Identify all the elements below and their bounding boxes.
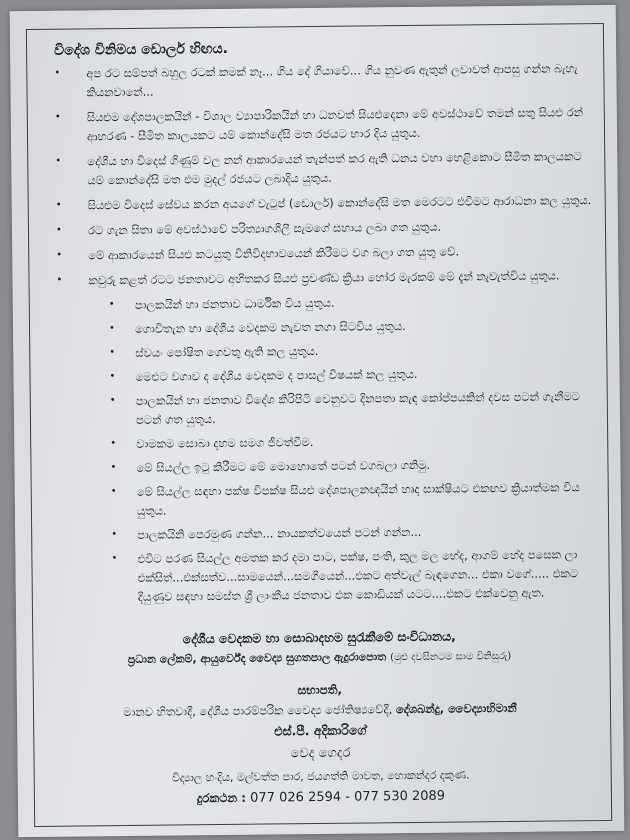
sub-list-item [15,478,599,522]
chair-titles-bold: දේශබන්දු, වෛද්‍යාභිමානී [395,700,517,717]
list-item-text: දේශීය හා විදෙස් ගිණුම් වල නන් ආකාරයෙන් තැන්පත් කර ඇති ධනය වහා හෙළිකොට සීමිත කාලයකට යම් කොන්දේසි මත එම මුදල් රජයට ලබාදිය යුතුය. [87,149,582,188]
list-item-text: ගොවිතැන හා දේශීය වෙදකම නැවත නගා සිටවිය යුතුය. [134,319,406,336]
list-item-text: පාලකයින් හා ජනතාව විදේශ කිරිපිටි වෙනුවට දිනපතා කැඳ කෝප්පයකින් දවස පටන් ගැනීමට පටන් ගත යුතුය. [135,389,580,427]
bullet-icon: • [111,553,118,565]
sub-list-item [13,291,597,316]
bullet-icon: • [110,462,117,474]
sub-list-item [13,363,597,388]
bullet-icon: • [110,438,117,450]
list-item-text: මේ සියල්ල ඉටු කිරීමට මේ මොහොතේ පටන් වගබලා ගනිමු. [136,457,431,475]
bullet-icon: • [108,299,115,311]
bullet-icon: • [109,347,116,359]
organization-name: දේශීය වෙදකම හා සොබාදහම සුරැකීමේ සංවිධානය, [182,628,456,647]
list-item [11,103,595,147]
bullet-icon: • [55,224,62,236]
bullet-icon: • [54,111,61,123]
bullet-icon: • [108,323,115,335]
list-item-text: මේ ආකාරයෙන් සියළු කටයුතු විනිවිදභාවයෙන් කිරීමට වග බලා ගත යුතු වේ. [88,244,460,263]
list-item [12,266,596,291]
bullet-icon: • [111,529,118,541]
list-item-text: පාලකයිනි පෙරමුණ ගන්න... නායකත්වයෙන් පටන් ගන්න... [137,524,422,542]
sub-list-item [15,521,599,546]
address: විද්‍යාල හංදිය, මල්වත්ත පාර, ජයගත්ති මාවත, හොකන්දර දකුණ. [171,768,470,785]
chair-label: සභාපති, [297,682,343,698]
secretary-note: (මුළු දවසිනටම සාම විනිසුරු) [389,650,512,664]
list-item-text: එවිට පරණ සියල්ල අමතක කර දමා පාට, පක්ෂ, පංති, කුල මල භේද, ආගම් භේද පසෙක ලා එක්සිත්...එක්සත්ව...සාමයෙන්...සමගියෙන්...එකට අත්වැල් බැඳගෙන... එකා වගේ..... එකට දියුණුව සඳහා සමස්ත ශ්‍රී ලාංකීය ජනතාව එක කොඩියක් යටට....එකට එක්වෙනු ඇත. [137,547,579,604]
list-item-text: සියළුම දේශපාලකයින් - විශාල ව්‍යාපාරිකයින් හා ධනවත් සියළුදෙනා මේ අවස්ථාවේ තමන් සතු සියළු රන් ආභරණ - සීමිත කාලයකට යම් කොන්දේසි මත රජයට භාර දිය යුතුය. [86,105,584,144]
bullet-icon: • [56,249,63,261]
chair-titles-plain: මානව හිතවාදී, දේශීය පාරම්පරික වෛද්‍ය ජෝතිෂ්‍යවේදී, [123,702,393,720]
page-title: විදේශ විනිමය ඩොලර් හිඟය. [54,40,229,59]
sub-list-item [13,315,597,340]
list-item-text: මේ සියල්ල සඳහා පක්ෂ විපක්ෂ සියළු දේශපාලනඥයින් හෘද සාක්ෂියට එකඟව ක්‍රියාත්මක විය යුතුය. [136,480,580,518]
sub-list-item [13,339,597,364]
bullet-icon: • [109,395,116,407]
leaflet-sheet [10,5,625,837]
list-item-text: රට ගැන සිතා මේ අවස්ථාවේ පරිත්‍යාගශීලී සැමගේ සහාය ලබා ගත යුතුය. [87,219,442,238]
list-item [11,147,595,191]
sub-list-item [14,454,598,479]
list-item-text: ස්වයං පෝෂිත ගෙවතු ඇති කල යුතුය. [135,343,319,360]
bullet-icon: • [110,486,117,498]
chair-name: එස්.පී. අදිකාරිගේ [274,722,367,739]
sub-list-item [14,387,598,431]
list-item [12,216,596,241]
list-item-text: පාලකයින් හා ජනතාව ධාර්මික විය යුතුය. [134,295,335,312]
sub-list-item [14,430,598,455]
bullet-icon: • [109,371,116,383]
bullet-icon: • [54,67,61,79]
bullet-icon: • [55,199,62,211]
bullet-icon: • [55,155,62,167]
bullet-list [10,59,622,613]
phone-numbers: 077 026 2594 - 077 530 2089 [250,788,446,806]
list-item-text: සියළුම විදෙස් සේවය කරන අයගේ වැටුප් (ඩොලර්) කොන්දේසි මත මෙරටට එවීමට ආරාධනා කල යුතුය. [87,193,592,213]
list-item [12,191,596,216]
list-item-text: මෙළුට වගාව ද දේශීය වෙදකම ද පාසල් විෂයක් කල යුතුය. [135,366,418,384]
place-name: වෙද ගෙදර [290,745,351,762]
list-item-text: වාමකම සොබා දහම සමග ජීවත්වීම. [136,435,314,451]
secretary-name: ප්‍රධාන ලේකම්, ආයුර්වේද වෛද්‍ය සුගතපාල ඇදුරාපොත [127,650,387,666]
phone-label: දුරකථන : [196,790,247,806]
list-item [12,241,596,266]
list-item-text: අප රට සම්පත් බහුල රටක් කමක් නෑ... ගිය දේ ගියාවේ... ගිය නුවණ ඇතුන් ලවාවත් ආපසු ගන්න බැහැ කියනවානේ... [86,61,578,100]
bullet-icon: • [56,274,63,286]
sub-list-item [15,545,600,608]
list-item-text: කවුරු කළත් රටට ජනතාවට අහිතකර සියළු ප්‍රචණ්ඩ ක්‍රියා හෝර මැරකම් මේ දැන් නැවැත්විය යුතුය. [88,268,560,288]
list-item [10,59,594,103]
